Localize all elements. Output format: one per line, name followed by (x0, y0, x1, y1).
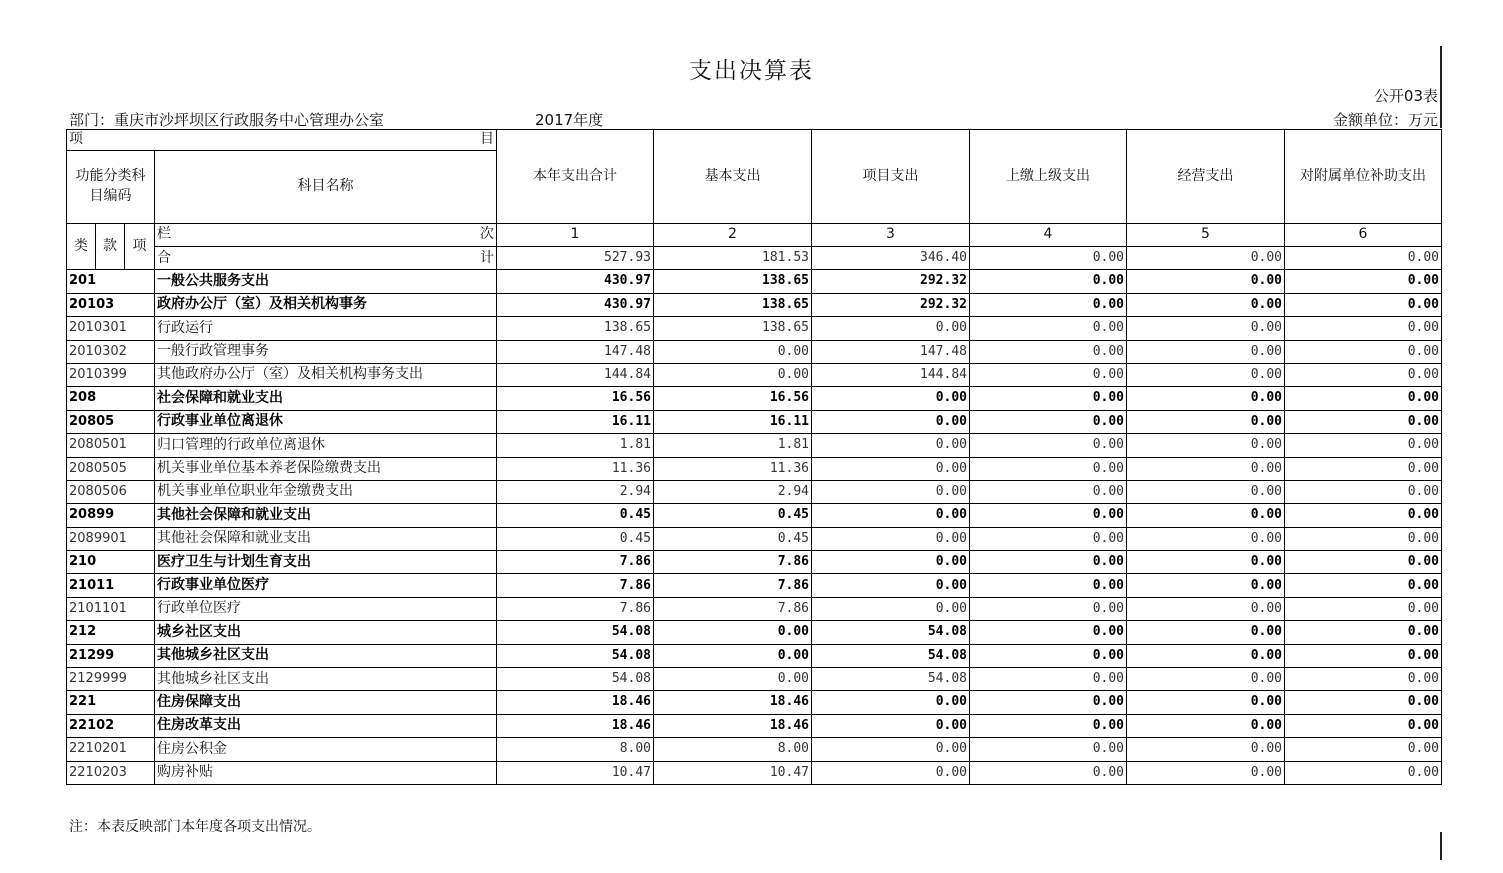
table-row (67, 691, 1442, 714)
row-value-4: 0.00 (970, 340, 1127, 363)
header-col-6: 对附属单位补助支出 (1285, 130, 1442, 224)
row-code: 221 (67, 691, 155, 714)
row-subject-name: 一般行政管理事务 (155, 340, 497, 363)
row-subject-name: 归口管理的行政单位离退休 (155, 434, 497, 457)
row-value-6: 0.00 (1285, 480, 1442, 503)
row-value-3: 0.00 (812, 434, 970, 457)
row-code: 2089901 (67, 527, 155, 550)
table-row (67, 551, 1442, 574)
row-value-2: 1.81 (654, 434, 812, 457)
row-value-2: 0.00 (654, 340, 812, 363)
row-value-1: 54.08 (497, 644, 654, 667)
table-row (67, 340, 1442, 363)
row-subject-name: 其他社会保障和就业支出 (155, 527, 497, 550)
row-value-3: 0.00 (812, 410, 970, 433)
row-value-6: 0.00 (1285, 644, 1442, 667)
row-value-2: 138.65 (654, 293, 812, 316)
row-value-4: 0.00 (970, 270, 1127, 293)
row-value-2: 0.00 (654, 621, 812, 644)
row-value-6: 0.00 (1285, 293, 1442, 316)
row-value-1: 8.00 (497, 738, 654, 761)
row-value-3: 0.00 (812, 317, 970, 340)
row-value-2: 0.45 (654, 504, 812, 527)
row-code: 2210203 (67, 761, 155, 784)
row-value-6: 0.00 (1285, 574, 1442, 597)
header-lan: 栏 (157, 226, 171, 243)
row-value-6: 0.00 (1285, 761, 1442, 784)
row-value-3: 54.08 (812, 668, 970, 691)
col-number-4: 4 (970, 224, 1127, 247)
row-code: 20805 (67, 410, 155, 433)
table-row (67, 504, 1442, 527)
col-number-1: 1 (497, 224, 654, 247)
header-col-2: 基本支出 (654, 130, 812, 224)
table-row (67, 597, 1442, 620)
row-value-5: 0.00 (1127, 597, 1285, 620)
row-value-1: 18.46 (497, 714, 654, 737)
row-value-3: 0.00 (812, 480, 970, 503)
header-ci: 次 (480, 226, 494, 243)
row-value-6: 0.00 (1285, 410, 1442, 433)
table-row (67, 738, 1442, 761)
row-value-6: 0.00 (1285, 457, 1442, 480)
row-code: 2080506 (67, 480, 155, 503)
row-value-2: 16.11 (654, 410, 812, 433)
row-value-2: 0.00 (654, 668, 812, 691)
row-value-5: 0.00 (1127, 668, 1285, 691)
header-col-3: 项目支出 (812, 130, 970, 224)
row-value-6: 0.00 (1285, 621, 1442, 644)
row-value-2: 8.00 (654, 738, 812, 761)
row-value-1: 0.45 (497, 527, 654, 550)
row-value-1: 7.86 (497, 597, 654, 620)
row-code: 201 (67, 270, 155, 293)
row-value-3: 0.00 (812, 761, 970, 784)
row-value-1: 1.81 (497, 434, 654, 457)
row-value-6: 0.00 (1285, 504, 1442, 527)
row-subject-name: 其他城乡社区支出 (155, 644, 497, 667)
row-value-5: 0.00 (1127, 480, 1285, 503)
row-value-1: 54.08 (497, 621, 654, 644)
row-value-4: 0.00 (970, 551, 1127, 574)
row-value-3: 0.00 (812, 714, 970, 737)
row-value-6: 0.00 (1285, 551, 1442, 574)
total-value-2: 181.53 (654, 247, 812, 270)
header-col-4: 上缴上级支出 (970, 130, 1127, 224)
row-value-3: 0.00 (812, 527, 970, 550)
page-edge-line-bottom (1440, 832, 1442, 860)
row-value-3: 0.00 (812, 597, 970, 620)
row-value-5: 0.00 (1127, 504, 1285, 527)
row-subject-name: 机关事业单位职业年金缴费支出 (155, 480, 497, 503)
row-subject-name: 住房保障支出 (155, 691, 497, 714)
row-value-3: 0.00 (812, 738, 970, 761)
row-subject-name: 政府办公厅（室）及相关机构事务 (155, 293, 497, 316)
row-value-5: 0.00 (1127, 527, 1285, 550)
row-value-4: 0.00 (970, 480, 1127, 503)
total-value-5: 0.00 (1127, 247, 1285, 270)
header-col-5: 经营支出 (1127, 130, 1285, 224)
row-value-6: 0.00 (1285, 714, 1442, 737)
row-subject-name: 行政事业单位医疗 (155, 574, 497, 597)
header-xiang2: 项 (125, 224, 155, 270)
header-xiang-mu-cell (67, 130, 497, 151)
row-value-1: 144.84 (497, 363, 654, 386)
row-value-2: 2.94 (654, 480, 812, 503)
row-value-3: 0.00 (812, 551, 970, 574)
row-value-1: 7.86 (497, 551, 654, 574)
table-row (67, 363, 1442, 386)
row-value-5: 0.00 (1127, 410, 1285, 433)
row-value-5: 0.00 (1127, 738, 1285, 761)
table-row (67, 457, 1442, 480)
row-subject-name: 其他政府办公厅（室）及相关机构事务支出 (155, 363, 497, 386)
total-value-1: 527.93 (497, 247, 654, 270)
table-row (67, 293, 1442, 316)
row-value-6: 0.00 (1285, 387, 1442, 410)
row-value-6: 0.00 (1285, 691, 1442, 714)
row-code: 20103 (67, 293, 155, 316)
table-row (67, 480, 1442, 503)
row-value-4: 0.00 (970, 761, 1127, 784)
row-value-3: 0.00 (812, 387, 970, 410)
table-row (67, 410, 1442, 433)
row-subject-name: 住房改革支出 (155, 714, 497, 737)
table-row (67, 644, 1442, 667)
row-value-1: 430.97 (497, 270, 654, 293)
row-value-5: 0.00 (1127, 457, 1285, 480)
row-value-6: 0.00 (1285, 270, 1442, 293)
amount-unit: 金额单位：万元 (1332, 111, 1438, 129)
row-code: 22102 (67, 714, 155, 737)
row-subject-name: 城乡社区支出 (155, 621, 497, 644)
row-value-6: 0.00 (1285, 668, 1442, 691)
row-value-3: 0.00 (812, 504, 970, 527)
row-value-1: 16.11 (497, 410, 654, 433)
row-subject-name: 行政单位医疗 (155, 597, 497, 620)
row-value-4: 0.00 (970, 527, 1127, 550)
header-func-code: 功能分类科目编码 (67, 151, 155, 224)
row-value-5: 0.00 (1127, 644, 1285, 667)
row-value-3: 292.32 (812, 293, 970, 316)
row-value-4: 0.00 (970, 644, 1127, 667)
row-subject-name: 一般公共服务支出 (155, 270, 497, 293)
row-value-2: 16.56 (654, 387, 812, 410)
header-subject-name: 科目名称 (155, 151, 497, 224)
col-number-5: 5 (1127, 224, 1285, 247)
row-value-1: 7.86 (497, 574, 654, 597)
row-value-1: 138.65 (497, 317, 654, 340)
header-col-1: 本年支出合计 (497, 130, 654, 224)
row-value-5: 0.00 (1127, 434, 1285, 457)
header-row-lan (67, 224, 1442, 247)
row-subject-name: 行政运行 (155, 317, 497, 340)
row-code: 2080505 (67, 457, 155, 480)
row-value-5: 0.00 (1127, 761, 1285, 784)
row-code: 2010399 (67, 363, 155, 386)
row-value-1: 430.97 (497, 293, 654, 316)
row-value-5: 0.00 (1127, 270, 1285, 293)
row-value-2: 7.86 (654, 574, 812, 597)
row-value-6: 0.00 (1285, 434, 1442, 457)
row-value-2: 18.46 (654, 691, 812, 714)
header-lei: 类 (67, 224, 96, 270)
row-value-5: 0.00 (1127, 387, 1285, 410)
total-ji: 计 (480, 249, 494, 266)
total-value-6: 0.00 (1285, 247, 1442, 270)
row-value-1: 0.45 (497, 504, 654, 527)
row-value-4: 0.00 (970, 434, 1127, 457)
table-row (67, 621, 1442, 644)
row-value-3: 292.32 (812, 270, 970, 293)
row-value-3: 0.00 (812, 574, 970, 597)
row-value-4: 0.00 (970, 387, 1127, 410)
row-value-2: 138.65 (654, 317, 812, 340)
table-row (67, 527, 1442, 550)
row-value-1: 54.08 (497, 668, 654, 691)
row-code: 2129999 (67, 668, 155, 691)
row-value-5: 0.00 (1127, 691, 1285, 714)
row-value-3: 0.00 (812, 691, 970, 714)
row-value-6: 0.00 (1285, 738, 1442, 761)
row-value-2: 7.86 (654, 551, 812, 574)
page-edge-line-top (1440, 46, 1442, 128)
row-value-4: 0.00 (970, 293, 1127, 316)
row-value-1: 16.56 (497, 387, 654, 410)
row-subject-name: 机关事业单位基本养老保险缴费支出 (155, 457, 497, 480)
row-subject-name: 行政事业单位离退休 (155, 410, 497, 433)
total-row (67, 247, 1442, 270)
row-value-1: 2.94 (497, 480, 654, 503)
row-value-4: 0.00 (970, 317, 1127, 340)
row-value-5: 0.00 (1127, 293, 1285, 316)
row-value-4: 0.00 (970, 363, 1127, 386)
total-label-cell (155, 247, 497, 270)
row-value-5: 0.00 (1127, 317, 1285, 340)
report-title: 支出决算表 (689, 58, 814, 84)
row-subject-name: 社会保障和就业支出 (155, 387, 497, 410)
row-code: 208 (67, 387, 155, 410)
fiscal-year: 2017年度 (535, 111, 604, 129)
header-xiang: 项 (69, 131, 83, 148)
table-row (67, 668, 1442, 691)
row-value-2: 0.00 (654, 644, 812, 667)
col-number-2: 2 (654, 224, 812, 247)
row-value-5: 0.00 (1127, 574, 1285, 597)
row-value-2: 18.46 (654, 714, 812, 737)
row-value-2: 0.45 (654, 527, 812, 550)
row-code: 20899 (67, 504, 155, 527)
row-value-6: 0.00 (1285, 363, 1442, 386)
row-value-3: 0.00 (812, 457, 970, 480)
footnote: 注：本表反映部门本年度各项支出情况。 (69, 819, 321, 835)
table-row (67, 270, 1442, 293)
row-value-2: 0.00 (654, 363, 812, 386)
row-value-4: 0.00 (970, 714, 1127, 737)
row-subject-name: 住房公积金 (155, 738, 497, 761)
row-value-4: 0.00 (970, 457, 1127, 480)
row-value-5: 0.00 (1127, 551, 1285, 574)
row-value-4: 0.00 (970, 738, 1127, 761)
form-code: 公开03表 (1373, 87, 1438, 105)
row-value-5: 0.00 (1127, 714, 1285, 737)
row-value-1: 11.36 (497, 457, 654, 480)
row-value-4: 0.00 (970, 621, 1127, 644)
table-row (67, 387, 1442, 410)
row-code: 2010301 (67, 317, 155, 340)
row-value-3: 144.84 (812, 363, 970, 386)
row-value-1: 18.46 (497, 691, 654, 714)
header-row-xiang-mu (67, 130, 1442, 151)
row-value-6: 0.00 (1285, 597, 1442, 620)
row-code: 21011 (67, 574, 155, 597)
row-code: 210 (67, 551, 155, 574)
row-value-3: 54.08 (812, 621, 970, 644)
row-subject-name: 其他社会保障和就业支出 (155, 504, 497, 527)
row-value-5: 0.00 (1127, 340, 1285, 363)
row-subject-name: 其他城乡社区支出 (155, 668, 497, 691)
table-row (67, 317, 1442, 340)
row-code: 21299 (67, 644, 155, 667)
row-value-1: 147.48 (497, 340, 654, 363)
table-row (67, 574, 1442, 597)
row-value-4: 0.00 (970, 691, 1127, 714)
col-number-6: 6 (1285, 224, 1442, 247)
row-value-6: 0.00 (1285, 527, 1442, 550)
col-number-3: 3 (812, 224, 970, 247)
row-code: 2210201 (67, 738, 155, 761)
row-code: 2080501 (67, 434, 155, 457)
row-value-4: 0.00 (970, 410, 1127, 433)
expenditure-table (66, 129, 1442, 785)
row-value-2: 11.36 (654, 457, 812, 480)
row-code: 2010302 (67, 340, 155, 363)
row-value-5: 0.00 (1127, 621, 1285, 644)
header-kuan: 款 (96, 224, 125, 270)
department-label: 部门：重庆市沙坪坝区行政服务中心管理办公室 (69, 111, 385, 129)
row-value-6: 0.00 (1285, 340, 1442, 363)
row-value-4: 0.00 (970, 574, 1127, 597)
header-lan-ci-cell (155, 224, 497, 247)
row-code: 212 (67, 621, 155, 644)
total-value-3: 346.40 (812, 247, 970, 270)
table-row (67, 434, 1442, 457)
row-value-5: 0.00 (1127, 363, 1285, 386)
row-subject-name: 医疗卫生与计划生育支出 (155, 551, 497, 574)
row-value-2: 138.65 (654, 270, 812, 293)
row-value-4: 0.00 (970, 668, 1127, 691)
total-value-4: 0.00 (970, 247, 1127, 270)
header-mu: 目 (480, 131, 494, 148)
total-he: 合 (157, 249, 171, 266)
row-value-1: 10.47 (497, 761, 654, 784)
row-code: 2101101 (67, 597, 155, 620)
row-value-4: 0.00 (970, 597, 1127, 620)
row-value-6: 0.00 (1285, 317, 1442, 340)
table-row (67, 761, 1442, 784)
row-value-2: 7.86 (654, 597, 812, 620)
row-subject-name: 购房补贴 (155, 761, 497, 784)
row-value-2: 10.47 (654, 761, 812, 784)
row-value-3: 147.48 (812, 340, 970, 363)
table-row (67, 714, 1442, 737)
row-value-3: 54.08 (812, 644, 970, 667)
row-value-4: 0.00 (970, 504, 1127, 527)
